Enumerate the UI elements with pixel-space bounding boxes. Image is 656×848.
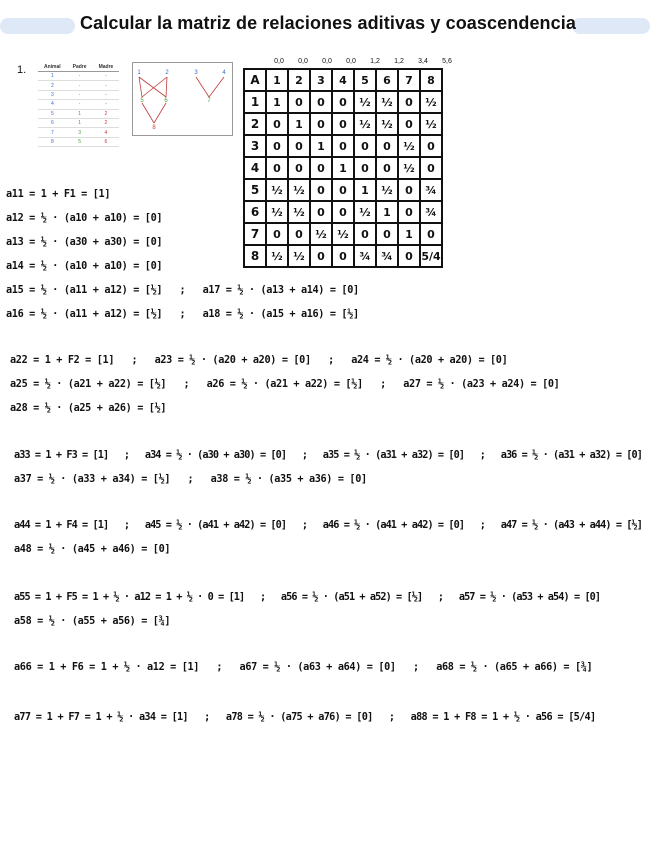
pedigree-cell-mother: -: [93, 72, 120, 81]
matrix-corner: A: [244, 69, 266, 91]
pedigree-cell-father: 5: [67, 137, 93, 146]
edge-3-7: [196, 77, 209, 97]
matrix-cell: ½: [420, 91, 442, 113]
matrix-parent-header: 0,0: [346, 58, 356, 65]
pedigree-row: [38, 100, 119, 109]
matrix-cell: ¾: [420, 201, 442, 223]
node-3: 3: [194, 70, 198, 76]
pedigree-row: [38, 72, 119, 81]
edge-4-7: [209, 77, 224, 97]
matrix-cell: ½: [310, 223, 332, 245]
matrix-parent-header: 1,2: [370, 58, 380, 65]
matrix-cell: 0: [376, 223, 398, 245]
node-5: 5: [140, 98, 144, 104]
pedigree-cell-animal: 3: [38, 90, 67, 99]
matrix-cell: 0: [288, 91, 310, 113]
pedigree-row: [38, 137, 119, 146]
pedigree-row: [38, 90, 119, 99]
title-bar: [0, 10, 656, 40]
matrix-cell: 0: [288, 135, 310, 157]
matrix-cell: ½: [288, 179, 310, 201]
equation-line: a16 = ½ · (a11 + a12) = [½] ; a18 = ½ · (a15 + a16) = [½]: [6, 309, 359, 320]
matrix-cell: 0: [398, 113, 420, 135]
matrix-cell: 0: [332, 135, 354, 157]
pedigree-cell-father: -: [67, 72, 93, 81]
matrix-cell: 5/4: [420, 245, 442, 267]
matrix-cell: 0: [420, 157, 442, 179]
edge-5-8: [142, 103, 154, 123]
pedigree-cell-animal: 6: [38, 118, 67, 127]
edge-2-5: [142, 77, 167, 97]
matrix-cell: ½: [376, 113, 398, 135]
matrix-row: [244, 113, 442, 135]
matrix-cell: 1: [266, 91, 288, 113]
matrix-cell: 0: [332, 91, 354, 113]
matrix-cell: 0: [354, 223, 376, 245]
node-7: 7: [207, 98, 211, 104]
pedigree-edges: [139, 77, 224, 123]
matrix-cell: 0: [398, 245, 420, 267]
pedigree-row: [38, 118, 119, 127]
matrix-cell: ½: [288, 245, 310, 267]
matrix-cell: ½: [376, 179, 398, 201]
matrix-row: [244, 135, 442, 157]
pedigree-row: [38, 81, 119, 90]
equation-line: a14 = ½ · (a10 + a10) = [0]: [6, 261, 163, 272]
matrix-cell: ¾: [376, 245, 398, 267]
matrix-cell: 0: [266, 223, 288, 245]
matrix-parent-header: 0,0: [322, 58, 332, 65]
pedigree-cell-father: 1: [67, 118, 93, 127]
equation-line: a25 = ½ · (a21 + a22) = [½] ; a26 = ½ · (a21 + a22) = [½] ; a27 = ½ · (a23 + a24) = [0]: [10, 379, 560, 390]
exercise-number: 1.: [17, 64, 27, 76]
matrix-row-header: 3: [244, 135, 266, 157]
matrix-cell: 1: [332, 157, 354, 179]
edge-1-5: [139, 77, 142, 97]
matrix-cell: 0: [354, 157, 376, 179]
pedigree-cell-mother: 4: [93, 128, 120, 137]
matrix-cell: ½: [354, 91, 376, 113]
matrix-cell: 0: [420, 223, 442, 245]
equation-line: a48 = ½ · (a45 + a46) = [0]: [14, 544, 171, 555]
matrix-row-header: 1: [244, 91, 266, 113]
pedigree-cell-father: 1: [67, 109, 93, 118]
matrix-cell: 0: [310, 201, 332, 223]
pedigree-cell-animal: 7: [38, 128, 67, 137]
matrix-cell: ½: [420, 113, 442, 135]
pedigree-row: [38, 128, 119, 137]
matrix-cell: 1: [398, 223, 420, 245]
matrix-row: [244, 91, 442, 113]
pedigree-row: [38, 109, 119, 118]
pedigree-header-animal: Animal: [38, 63, 67, 72]
matrix-row-header: 8: [244, 245, 266, 267]
pedigree-table-body: [38, 72, 119, 147]
matrix-row: [244, 157, 442, 179]
matrix-cell: 1: [376, 201, 398, 223]
pedigree-cell-mother: -: [93, 81, 120, 90]
pedigree-table-header: [38, 63, 119, 72]
matrix-col-header: 4: [332, 69, 354, 91]
pedigree-graph: [133, 63, 232, 135]
matrix-cell: ½: [266, 201, 288, 223]
matrix-cell: 0: [310, 113, 332, 135]
matrix-cell: 1: [310, 135, 332, 157]
edge-2-6: [166, 77, 167, 97]
pedigree-cell-father: -: [67, 81, 93, 90]
equation-line: a11 = 1 + F1 = [1]: [6, 189, 111, 200]
matrix-cell: ½: [266, 179, 288, 201]
matrix-parent-header: 0,0: [298, 58, 308, 65]
matrix-cell: 0: [398, 201, 420, 223]
matrix-parent-header: 0,0: [274, 58, 284, 65]
matrix-cell: ½: [354, 113, 376, 135]
pedigree-diagram: [132, 62, 233, 136]
equation-line: a12 = ½ · (a10 + a10) = [0]: [6, 213, 163, 224]
pedigree-cell-animal: 1: [38, 72, 67, 81]
matrix-cell: ½: [376, 91, 398, 113]
pedigree-cell-mother: 2: [93, 109, 120, 118]
edge-1-6: [139, 77, 166, 97]
matrix-cell: 1: [288, 113, 310, 135]
matrix-grid: [243, 68, 443, 268]
matrix-cell: 0: [288, 223, 310, 245]
matrix-row-header: 4: [244, 157, 266, 179]
equation-line: a28 = ½ · (a25 + a26) = [½]: [10, 403, 167, 414]
page-title: Calcular la matriz de relaciones aditivas y coascendencia: [80, 13, 576, 33]
matrix-col-header: 5: [354, 69, 376, 91]
equation-line: a15 = ½ · (a11 + a12) = [½] ; a17 = ½ · (a13 + a14) = [0]: [6, 285, 359, 296]
matrix-cell: ½: [398, 157, 420, 179]
equation-line: a66 = 1 + F6 = 1 + ½ · a12 = [1] ; a67 = ½ · (a63 + a64) = [0] ; a68 = ½ · (a65 + a66) = [¾]: [14, 662, 593, 673]
node-1: 1: [137, 70, 141, 76]
equation-line: a33 = 1 + F3 = [1] ; a34 = ½ · (a30 + a30) = [0] ; a35 = ½ · (a31 + a32) = [0] ; a36 = ½ · (a31 + a32) = [0]: [14, 450, 643, 461]
equation-line: a44 = 1 + F4 = [1] ; a45 = ½ · (a41 + a42) = [0] ; a46 = ½ · (a41 + a42) = [0] ; a47 = ½ · (a43 + a44) = [½]: [14, 520, 643, 531]
matrix-cell: 0: [332, 245, 354, 267]
matrix-cell: 0: [310, 157, 332, 179]
pedigree-cell-father: 3: [67, 128, 93, 137]
matrix-row: [244, 179, 442, 201]
matrix-cell: ½: [354, 201, 376, 223]
matrix-row-header: 6: [244, 201, 266, 223]
matrix-col-header: 3: [310, 69, 332, 91]
pedigree-cell-mother: -: [93, 100, 120, 109]
matrix-cell: ½: [332, 223, 354, 245]
matrix-cell: 0: [266, 157, 288, 179]
edge-6-8: [154, 103, 166, 123]
matrix-cell: 0: [398, 91, 420, 113]
matrix-col-header: 8: [420, 69, 442, 91]
equation-line: a22 = 1 + F2 = [1] ; a23 = ½ · (a20 + a20) = [0] ; a24 = ½ · (a20 + a20) = [0]: [10, 355, 508, 366]
pedigree-cell-father: -: [67, 100, 93, 109]
matrix-cell: 0: [354, 135, 376, 157]
matrix-parent-header: 5,6: [442, 58, 452, 65]
matrix-cell: ¾: [420, 179, 442, 201]
matrix-row-header: 5: [244, 179, 266, 201]
equation-line: a58 = ½ · (a55 + a56) = [¾]: [14, 616, 171, 627]
matrix-parent-header: 3,4: [418, 58, 428, 65]
matrix-cell: 0: [376, 135, 398, 157]
matrix-cell: 0: [288, 157, 310, 179]
matrix-cell: ¾: [354, 245, 376, 267]
matrix-cell: 0: [310, 91, 332, 113]
matrix-col-header: 6: [376, 69, 398, 91]
pedigree-cell-animal: 4: [38, 100, 67, 109]
equation-line: a37 = ½ · (a33 + a34) = [½] ; a38 = ½ · (a35 + a36) = [0]: [14, 474, 367, 485]
pedigree-cell-mother: -: [93, 90, 120, 99]
matrix-parent-header: 1,2: [394, 58, 404, 65]
matrix-cell: 0: [398, 179, 420, 201]
matrix-cell: 0: [310, 179, 332, 201]
matrix-cell: ½: [266, 245, 288, 267]
matrix-cell: 0: [266, 113, 288, 135]
matrix-cell: 1: [354, 179, 376, 201]
node-2: 2: [165, 70, 169, 76]
matrix-cell: 0: [266, 135, 288, 157]
matrix-cell: 0: [332, 179, 354, 201]
matrix-col-header: 2: [288, 69, 310, 91]
pedigree-cell-father: -: [67, 90, 93, 99]
matrix-row: [244, 201, 442, 223]
pedigree-cell-mother: 6: [93, 137, 120, 146]
equation-line: a55 = 1 + F5 = 1 + ½ · a12 = 1 + ½ · 0 = [1] ; a56 = ½ · (a51 + a52) = [½] ; a57 = ½ · (a53 + a54) = [0]: [14, 592, 601, 603]
equation-line: a77 = 1 + F7 = 1 + ½ · a34 = [1] ; a78 = ½ · (a75 + a76) = [0] ; a88 = 1 + F8 = 1 + ½ · a56 = [5/4]: [14, 712, 596, 723]
matrix-row-header: 7: [244, 223, 266, 245]
equation-line: a13 = ½ · (a30 + a30) = [0]: [6, 237, 163, 248]
matrix-cell: 0: [332, 201, 354, 223]
matrix-cell: 0: [310, 245, 332, 267]
matrix-row: [244, 245, 442, 267]
pedigree-cell-animal: 2: [38, 81, 67, 90]
matrix-cell: ½: [398, 135, 420, 157]
node-8: 8: [152, 125, 156, 131]
matrix-cell: ½: [288, 201, 310, 223]
node-6: 6: [164, 98, 168, 104]
relationship-matrix: [243, 58, 465, 268]
matrix-col-header: 7: [398, 69, 420, 91]
matrix-cell: 0: [420, 135, 442, 157]
pedigree-header-mother: Madre: [93, 63, 120, 72]
matrix-cell: 0: [376, 157, 398, 179]
matrix-header-row: [244, 69, 442, 91]
matrix-cell: 0: [332, 113, 354, 135]
pedigree-cell-animal: 8: [38, 137, 67, 146]
pedigree-cell-animal: 5: [38, 109, 67, 118]
matrix-row-header: 2: [244, 113, 266, 135]
pedigree-cell-mother: 2: [93, 118, 120, 127]
matrix-body: [244, 91, 442, 267]
matrix-row: [244, 223, 442, 245]
pedigree-table: [38, 63, 119, 147]
node-4: 4: [222, 70, 226, 76]
matrix-col-header: 1: [266, 69, 288, 91]
pedigree-nodes: [137, 70, 226, 131]
pedigree-header-father: Padre: [67, 63, 93, 72]
